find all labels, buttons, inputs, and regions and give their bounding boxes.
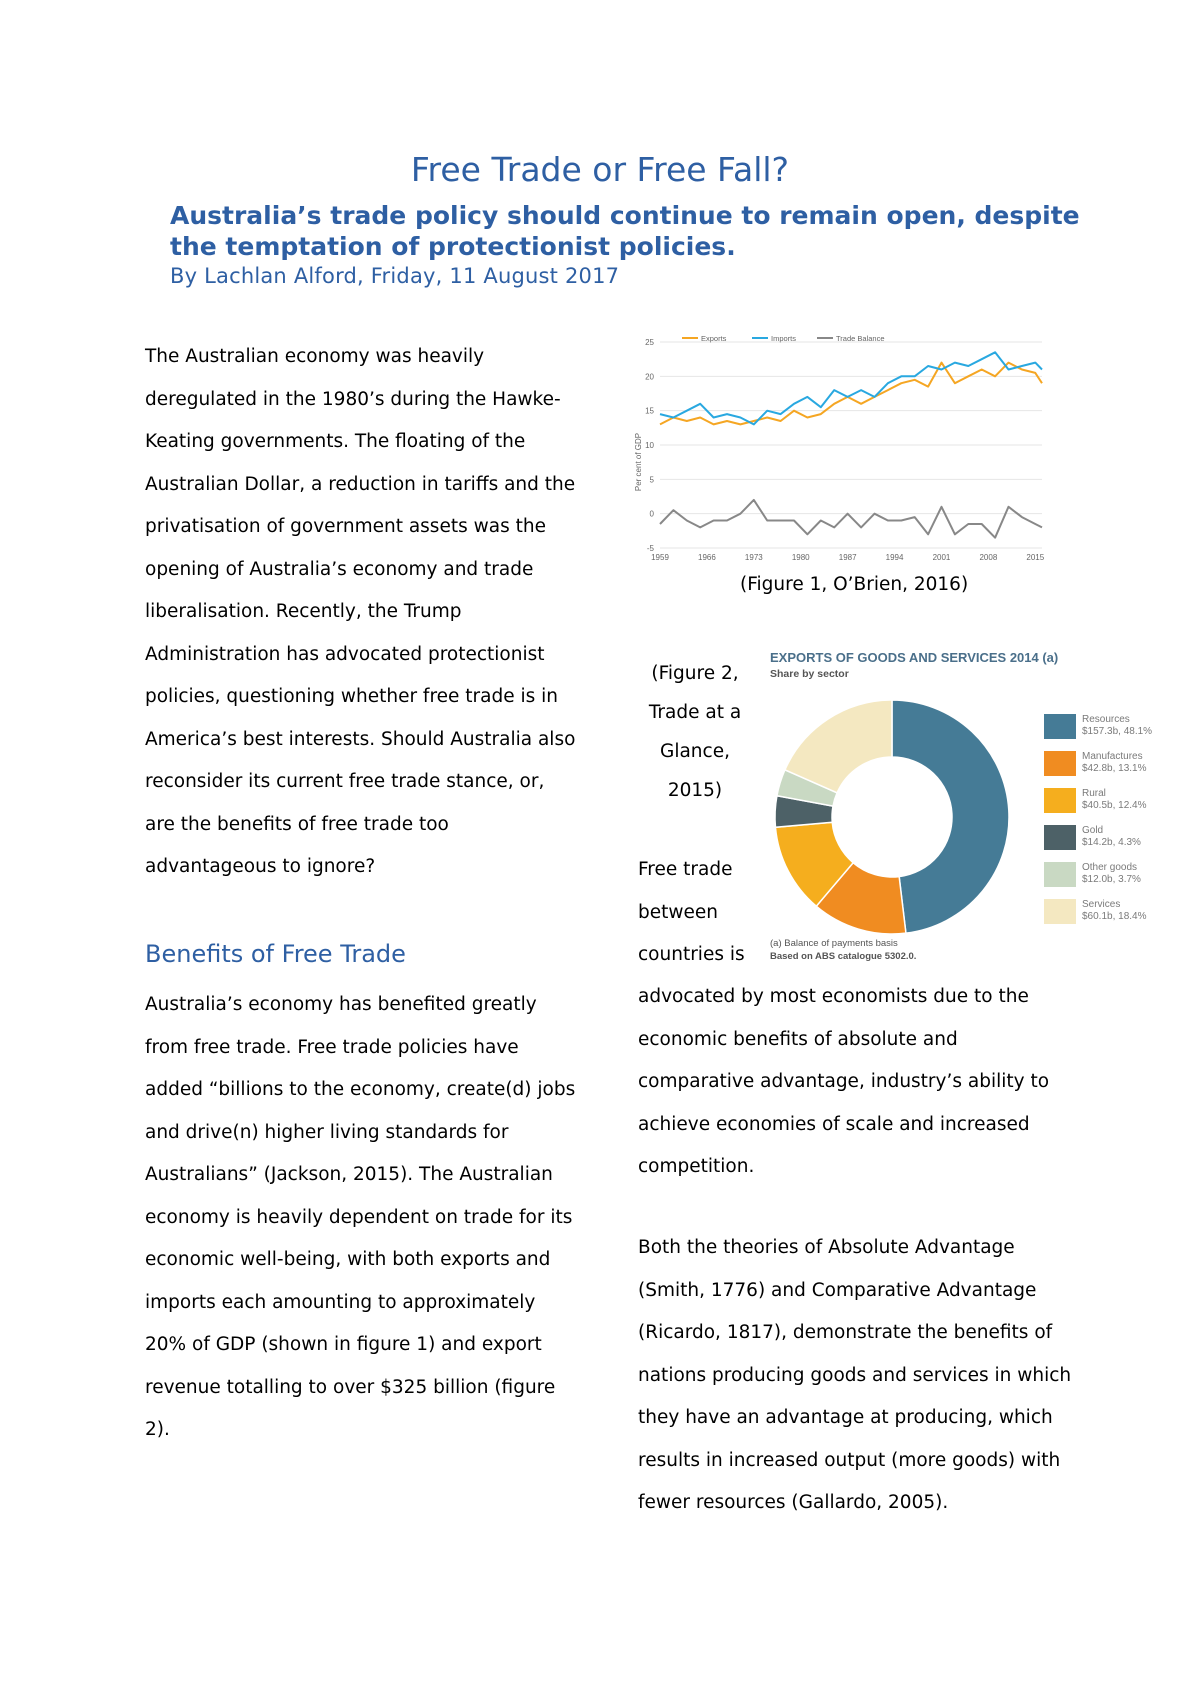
y-tick-label: 20 bbox=[645, 372, 654, 382]
legend-label: Manufactures bbox=[1082, 751, 1143, 762]
figure-1-line-chart bbox=[632, 332, 1052, 568]
byline: By Lachlan Alford, Friday, 11 August 2017 bbox=[170, 264, 620, 288]
legend-value: $157.3b, 48.1% bbox=[1082, 726, 1153, 737]
legend-swatch bbox=[1044, 751, 1076, 776]
legend-item bbox=[1044, 862, 1200, 892]
legend-value: $42.8b, 13.1% bbox=[1082, 763, 1147, 774]
x-tick-label: 2001 bbox=[932, 553, 951, 562]
chart-note: (a) Balance of payments basis bbox=[770, 938, 898, 949]
x-tick-label: 2015 bbox=[1026, 553, 1045, 562]
section-heading: Benefits of Free Trade bbox=[145, 940, 406, 968]
legend-swatch bbox=[1044, 825, 1076, 850]
legend-value: $12.0b, 3.7% bbox=[1082, 874, 1141, 885]
series-line-exports bbox=[660, 363, 1042, 425]
legend-item bbox=[1044, 899, 1200, 929]
intro-paragraph: The Australian economy was heavily deregulated in the 1980’s during the Hawke-Keating governments. The floating of the Australian Dollar, a reduction in tariffs and the privatisation of government assets was the opening of Australia’s economy and trade liberalisation. Recently, the Trump Administration has advocated protectionist policies, questioning whether free trade is in America’s best interests. Should Australia also reconsider its current free trade stance, or, are the benefits of free trade too advantageous to ignore? bbox=[145, 346, 576, 877]
legend-swatch bbox=[1044, 862, 1076, 887]
free-trade-paragraph-end: advocated by most economists due to the economic benefits of absolute and comparative advantage, industry’s ability to achieve economies of scale and increased competition. bbox=[638, 986, 1050, 1177]
legend-item bbox=[1044, 751, 1200, 781]
chart-title: EXPORTS OF GOODS AND SERVICES 2014 (a) bbox=[770, 650, 1059, 665]
figure-2-donut-chart bbox=[770, 650, 1153, 970]
donut-svg bbox=[770, 700, 1030, 935]
legend-label: Resources bbox=[1082, 714, 1130, 725]
y-axis-label: Per cent of GDP bbox=[634, 432, 643, 492]
donut-slice-resources bbox=[892, 700, 1009, 933]
y-tick-label: 5 bbox=[649, 475, 654, 485]
x-tick-label: 2008 bbox=[979, 553, 998, 562]
x-tick-label: 1959 bbox=[651, 553, 669, 562]
free-trade-paragraph-start: Free trade between countries is bbox=[638, 859, 745, 965]
legend-label: Gold bbox=[1082, 825, 1104, 836]
chart-legend bbox=[682, 334, 885, 343]
y-tick-label: 15 bbox=[645, 406, 654, 416]
series-line-trade-balance bbox=[660, 500, 1042, 538]
x-tick-label: 1973 bbox=[744, 553, 763, 562]
chart-subtitle: Share by sector bbox=[770, 668, 849, 680]
legend-label: Imports bbox=[771, 334, 797, 343]
legend-value: $40.5b, 12.4% bbox=[1082, 800, 1147, 811]
subtitle: Australia’s trade policy should continue to remain open, despite the temptation of protectionist policies. bbox=[170, 201, 1080, 261]
x-axis-ticks bbox=[651, 553, 1045, 562]
legend-item bbox=[1044, 714, 1200, 744]
page-title: Free Trade or Free Fall? bbox=[410, 150, 790, 189]
legend-label: Exports bbox=[701, 334, 727, 343]
x-tick-label: 1987 bbox=[838, 553, 857, 562]
legend-value: $60.1b, 18.4% bbox=[1082, 911, 1147, 922]
legend-swatch bbox=[1044, 714, 1076, 739]
y-tick-label: 10 bbox=[645, 441, 654, 450]
y-tick-label: 25 bbox=[645, 338, 654, 347]
legend-value: $14.2b, 4.3% bbox=[1082, 837, 1141, 848]
figure-2-caption: (Figure 2, Trade at a Glance, 2015) bbox=[648, 663, 742, 801]
benefits-paragraph: Australia’s economy has benefited greatly from free trade. Free trade policies have added “billions to the economy, create(d) jobs and drive(n) higher living standards for Australians” (Jackson, 2015). The Australian economy is heavily dependent on trade for its economic well-being, with both exports and imports each amounting to approximately 20% of GDP (shown in figure 1) and export revenue totalling to over $325 billion (figure 2). bbox=[145, 994, 576, 1440]
x-tick-label: 1994 bbox=[885, 553, 904, 562]
series-line-imports bbox=[660, 352, 1042, 424]
x-tick-label: 1966 bbox=[698, 553, 716, 562]
legend-label: Services bbox=[1082, 899, 1121, 910]
advantage-paragraph: Both the theories of Absolute Advantage (Smith, 1776) and Comparative Advantage (Ricardo, 1817), demonstrate the benefits of nations producing goods and services in which they have an advantage at producing, which results in increased output (more goods) with fewer resources (Gallardo, 2005). bbox=[638, 1237, 1072, 1513]
legend-label: Other goods bbox=[1082, 862, 1138, 873]
legend-swatch bbox=[1044, 788, 1076, 813]
chart-source-note: Based on ABS catalogue 5302.0. bbox=[770, 951, 917, 962]
figure-1-caption: (Figure 1, O’Brien, 2016) bbox=[740, 574, 969, 595]
x-tick-label: 1980 bbox=[791, 553, 810, 562]
legend-item bbox=[1044, 825, 1200, 855]
y-axis-ticks bbox=[645, 338, 654, 553]
legend-label: Rural bbox=[1082, 788, 1106, 799]
legend-label: Trade Balance bbox=[836, 334, 885, 343]
legend-item bbox=[1044, 788, 1200, 818]
legend-swatch bbox=[1044, 899, 1076, 924]
y-tick-label: -5 bbox=[646, 544, 654, 553]
y-tick-label: 0 bbox=[649, 509, 654, 519]
